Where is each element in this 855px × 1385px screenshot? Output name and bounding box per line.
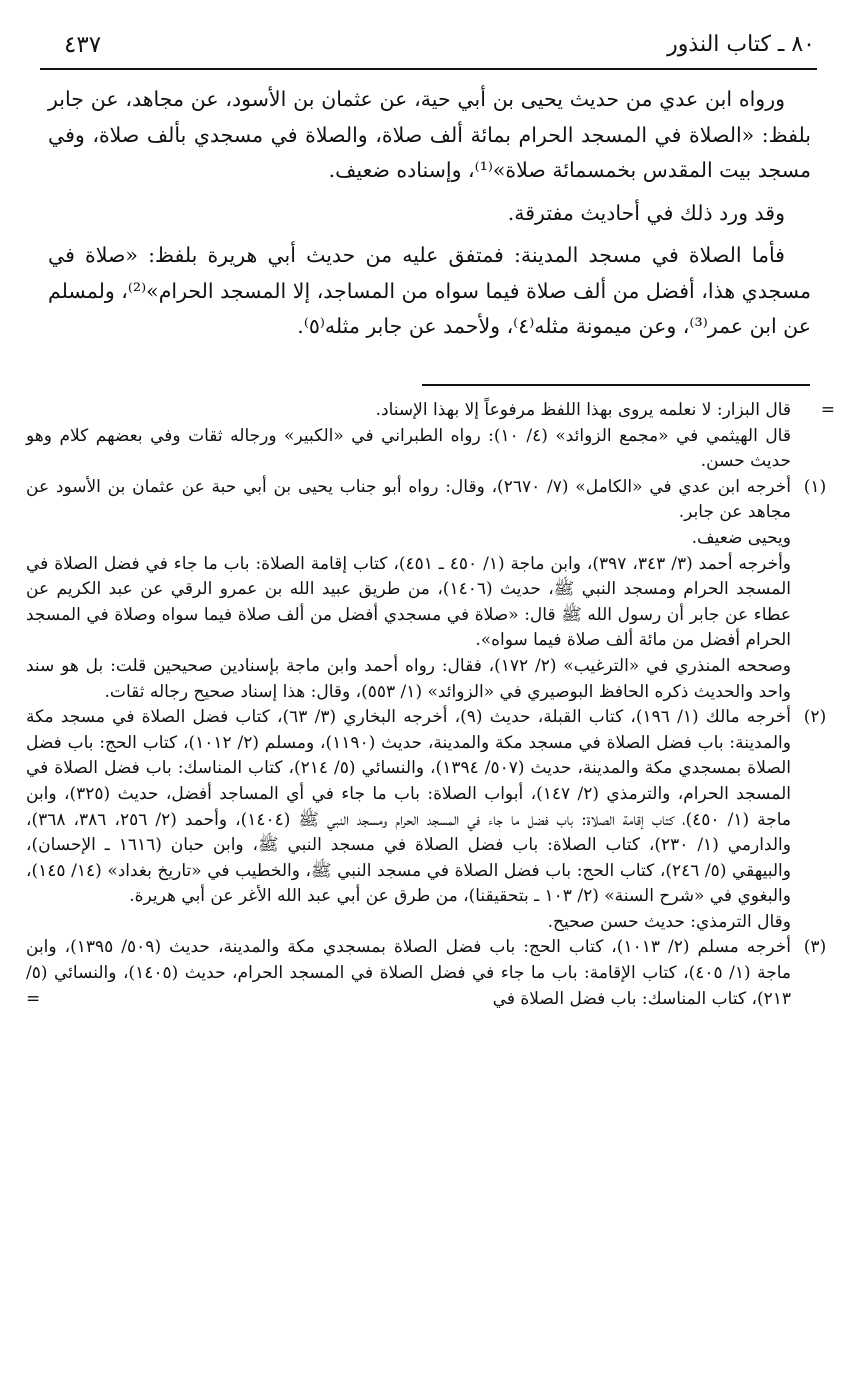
footnote-number: (٣) [803, 937, 827, 958]
footnote-line: وأخرجه أحمد (٣/ ٣٤٣، ٣٩٧)، وابن ماجة (١/ ٤٥٠ ـ ٤٥١)، كتاب إقامة الصلاة: باب ما جاء في فضل الصلاة في المسجد الحرام ومسجد النبي ﷺ، حديث (١٤٠٦)، من طريق عبيد الله بن عمرو الرقي عن عبد الكريم عن عطاء عن جابر أن رسول الله ﷺ قال: «صلاة في مسجدي أفضل من ألف صلاة فيما سواه وصلاة في المسجد الحرام أفضل من مائة ألف صلاة فيما سواه». [26, 553, 792, 651]
main-text [48, 82, 811, 352]
body-paragraph: ورواه ابن عدي من حديث يحيى بن أبي حية، عن عثمان بن الأسود، عن مجاهد، عن جابر بلفظ: «الصلاة في المسجد الحرام بمائة ألف صلاة، والصلاة في مسجدي بألف صلاة، وفي مسجد بيت المقدس بخمسمائة صلاة»⁽¹⁾، وإسناده ضعيف. [48, 87, 811, 182]
footnote-continuation [26, 398, 835, 475]
footnote-2 [26, 705, 835, 935]
footnote-3 [26, 935, 835, 1012]
footnote-1 [26, 475, 835, 705]
footnote-line: ويحيى ضعيف. [691, 527, 791, 548]
page-header [40, 28, 817, 70]
continuation-mark: = [26, 988, 41, 1009]
footnote-separator [422, 384, 810, 386]
footnote-number: (١) [803, 476, 827, 497]
running-head: ٨٠ ـ كتاب النذور [667, 32, 815, 57]
body-paragraph: فأما الصلاة في مسجد المدينة: فمتفق عليه من حديث أبي هريرة بلفظ: «صلاة في مسجدي هذا، أفضل من ألف صلاة فيما سواه من المساجد، إلا المسجد الحرام»⁽²⁾، ولمسلم عن ابن عمر⁽³⁾، وعن ميمونة مثله⁽٤⁾، ولأحمد عن جابر مثله⁽٥⁾. [48, 243, 811, 338]
body-paragraph: وقد ورد ذلك في أحاديث مفترقة. [507, 200, 785, 225]
footnote-line: أخرجه ابن عدي في «الكامل» (٧/ ٢٦٧٠)، وقال: رواه أبو جناب يحيى بن أبي حبة عن عثمان بن الأسود عن مجاهد عن جابر. [26, 476, 791, 523]
footnote-line: وصححه المنذري في «الترغيب» (٢/ ١٧٢)، فقال: رواه أحمد وابن ماجة بإسنادين صحيحين قلت: بل هو سند واحد والحديث ذكره الحافظ البوصيري في «الزوائد» (١/ ٥٥٣)، وقال: هذا إسناد صحيح رجاله ثقات. [26, 655, 791, 702]
footnotes [26, 398, 835, 1012]
page-number: ٤٣٧ [64, 32, 102, 58]
footnote-number: (٢) [803, 707, 827, 728]
continuation-mark: = [820, 400, 835, 420]
footnote-line: أخرجه مسلم (٢/ ١٠١٣)، كتاب الحج: باب فضل الصلاة بمسجدي مكة والمدينة، حديث (٥٠٩/ ١٣٩٥)، وابن ماجة (١/ ٤٠٥)، كتاب الإقامة: باب ما جاء في فضل الصلاة في المسجد الحرام، حديث (١٤٠٥)، والنسائي (٥/ ٢١٣)، كتاب المناسك: باب فضل الصلاة في [26, 937, 791, 1009]
footnote-line: أخرجه مالك (١/ ١٩٦)، كتاب القبلة، حديث (٩)، أخرجه البخاري (٣/ ٦٣)، كتاب فضل الصلاة في مسجد مكة والمدينة: باب فضل الصلاة في مسجد مكة والمدينة، حديث (١١٩٠)، ومسلم (٢/ ١٠١٢)، كتاب الحج: باب فضل الصلاة بمسجدي مكة والمدينة، حديث (٥٠٧/ ١٣٩٤)، والنسائي (٥/ ٢١٤)، كتاب المناسك: باب فضل الصلاة في المسجد الحرام، والترمذي (٢/ ١٤٧)، أبواب الصلاة: باب ما جاء في أي المساجد أفضل، حديث (٣٢٥)، وابن ماجة (١/ ٤٥٠)، كتاب إقامة الصلاة: باب فضل ما جاء في المسجد الحرام ومسجد النبي ﷺ (١٤٠٤)، وأحمد (٢/ ٢٥٦، ٣٨٦، ٣٦٨)، والدارمي (١/ ٢٣٠)، كتاب الصلاة: باب فضل الصلاة في مسجد النبي ﷺ، وابن حبان (١٦١٦ ـ الإحسان)، والبيهقي (٥/ ٢٤٦)، كتاب الحج: باب فضل الصلاة في مسجد النبي ﷺ، والخطيب في «تاريخ بغداد» (١٤/ ١٤٥)، والبغوي في «شرح السنة» (٢/ ١٠٣ ـ بتحقيقنا)، من طرق عن أبي عبد الله الأغر عن أبي هريرة. [26, 707, 792, 907]
footnote-line: وقال الترمذي: حديث حسن صحيح. [547, 911, 791, 932]
footnote-line: قال الهيثمي في «مجمع الزوائد» (٤/ ١٠): رواه الطبراني في «الكبير» ورجاله ثقات وفي بعضهم كلام وهو حديث حسن. [26, 425, 791, 472]
footnote-line: قال البزار: لا نعلمه يروى بهذا اللفظ مرفوعاً إلا بهذا الإسناد. [375, 400, 791, 420]
